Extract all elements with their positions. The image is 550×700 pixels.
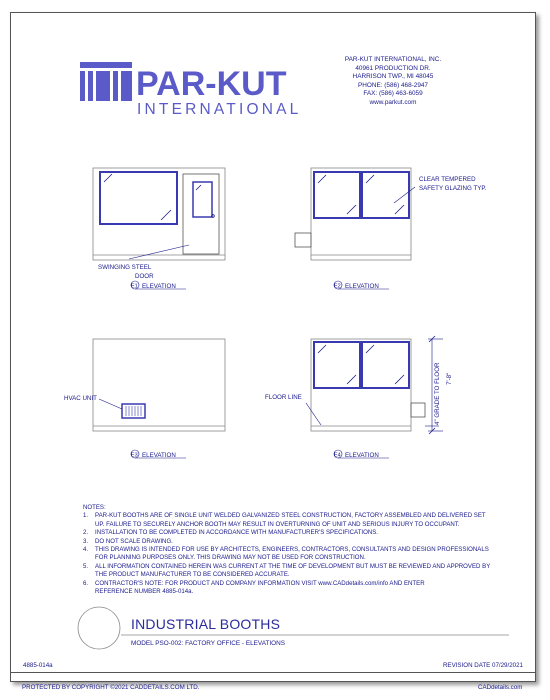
e1-callout: SWINGING STEEL [98, 264, 152, 271]
note-line [83, 512, 523, 520]
elevations-drawing [11, 13, 535, 493]
notes-heading: NOTES: [83, 504, 106, 511]
company-name: PAR-KUT INTERNATIONAL, INC. [344, 56, 442, 63]
company-phone: PHONE: (586) 468-2947 [358, 81, 428, 89]
note-number: 5. [83, 562, 89, 570]
logo-main-text: PAR-KUT [136, 65, 287, 103]
company-web: www.parkut.com [369, 98, 417, 106]
logo-sub-text: INTERNATIONAL [137, 101, 302, 117]
note-number: 6. [83, 579, 89, 587]
revision-date: REVISION DATE 07/29/2021 [442, 662, 523, 669]
note-line [83, 538, 523, 546]
footer-divider [11, 672, 535, 673]
company-fax: FAX: (586) 463-6059 [363, 90, 423, 97]
company-address-1: 40961 PRODUCTION DR. [355, 64, 431, 72]
e3-tag: E3 [131, 452, 138, 459]
e4-label: ELEVATION [345, 452, 379, 459]
elevation-e1-figure [93, 168, 225, 260]
note-text: REFERENCE NUMBER 4885-014a. [95, 588, 194, 596]
note-text: CONTRACTOR'S NOTE: FOR PRODUCT AND COMPANY INFORMATION VISIT www.CADdetails.com/info AND ENTER [95, 579, 425, 587]
note-number: 3. [83, 537, 89, 545]
note-number: 2. [83, 529, 89, 537]
company-address-2: HARRISON TWP., MI 48045 [352, 73, 434, 80]
e4-tag: E4 [334, 452, 341, 459]
note-text: DO NOT SCALE DRAWING. [95, 537, 173, 545]
copyright-text: PROTECTED BY COPYRIGHT ©2021 CADDETAILS.COM LTD. [22, 684, 200, 691]
e1-callout-2: DOOR [135, 273, 154, 280]
note-line [83, 580, 523, 588]
e4-dim-grade: 4" GRADE TO FLOOR [434, 362, 441, 425]
e1-label: ELEVATION [142, 283, 176, 290]
note-line [83, 571, 523, 579]
e4-dim-height: 7'-8" [446, 372, 453, 385]
note-number: 1. [83, 512, 89, 520]
e2-label: ELEVATION [345, 283, 379, 290]
e4-callout: FLOOR LINE [265, 394, 302, 401]
notes-section [83, 504, 523, 596]
note-text: INSTALLATION TO BE COMPLETED IN ACCORDANCE WITH MANUFACTURER'S SPECIFICATIONS. [95, 529, 378, 537]
notes-list [83, 512, 523, 596]
note-text: PAR-KUT BOOTHS ARE OF SINGLE UNIT WELDED GALVANIZED STEEL CONSTRUCTION, FACTORY ASSEMBLED AND DELIVERED SET [95, 512, 486, 520]
drawing-title: INDUSTRIAL BOOTHS [131, 616, 281, 632]
note-line [83, 554, 523, 562]
e3-label: ELEVATION [142, 452, 176, 459]
elevation-e4-figure [306, 336, 443, 434]
note-line [83, 588, 523, 596]
caddetails-link[interactable]: CADdetails.com [478, 684, 523, 691]
e3-callout: HVAC UNIT [64, 395, 97, 402]
e2-tag: E2 [334, 283, 341, 290]
note-text: THIS DRAWING IS INTENDED FOR USE BY ARCHITECTS, ENGINEERS, CONTRACTORS, CONSULTANTS AND DESIGN PROFESSIONALS [95, 546, 489, 554]
e1-tag: E1 [131, 283, 138, 290]
note-line [83, 529, 523, 537]
note-line [83, 521, 523, 529]
drawing-subtitle: MODEL PSO-002: FACTORY OFFICE - ELEVATIONS [131, 640, 286, 647]
drawing-sheet [10, 12, 536, 682]
reference-number: 4885-014a [23, 662, 53, 669]
note-text: FOR PLANNING PURPOSES ONLY. THIS DRAWING MAY NOT BE USED FOR CONSTRUCTION. [95, 554, 366, 562]
note-number: 4. [83, 546, 89, 554]
note-line [83, 546, 523, 554]
note-text: UP. FAILURE TO SECURELY ANCHOR BOOTH MAY RESULT IN OVERTURNING OF UNIT AND SERIOUS INJURY TO OCCUPANT. [95, 520, 460, 528]
e2-callout-2: SAFETY GLAZING TYP. [419, 185, 487, 192]
note-text: THE PRODUCT MANUFACTURER TO BE CONSIDERED ACCURATE. [95, 571, 290, 579]
note-line [83, 563, 523, 571]
elevation-e2-figure [295, 168, 415, 260]
note-text: ALL INFORMATION CONTAINED HEREIN WAS CURRENT AT THE TIME OF DEVELOPMENT BUT MUST BE REVIEWED AND APPROVED BY [95, 562, 491, 570]
elevation-e3-figure [93, 339, 225, 431]
e2-callout: CLEAR TEMPERED [419, 176, 476, 183]
